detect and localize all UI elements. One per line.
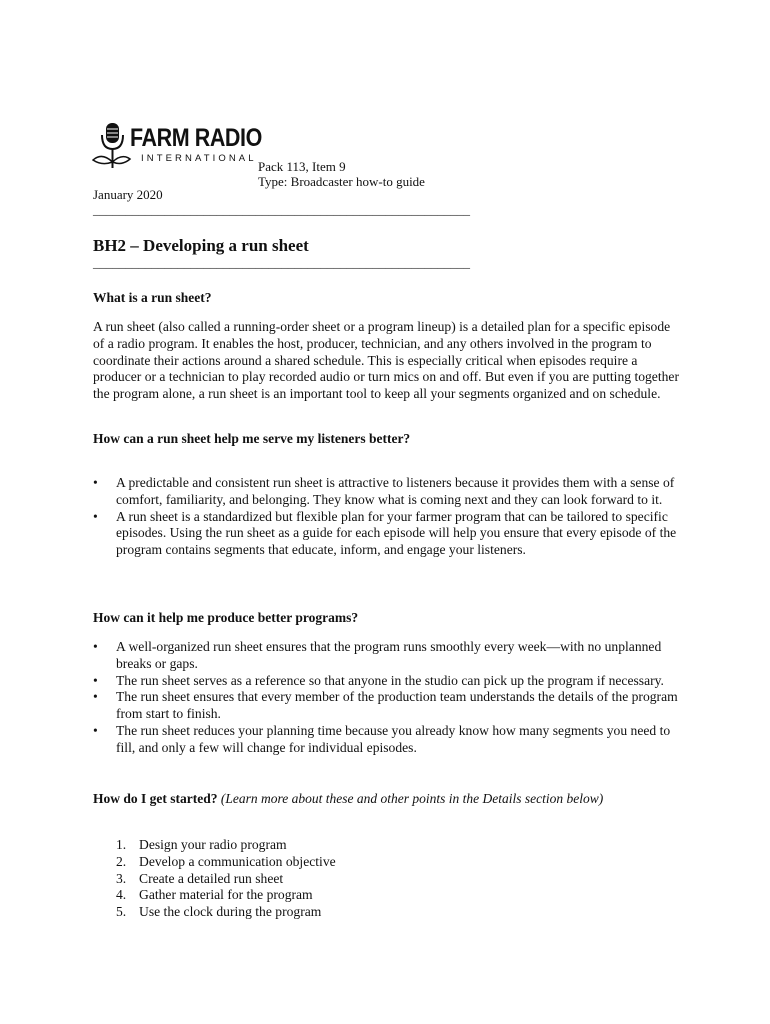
farm-radio-logo (92, 122, 262, 172)
list-item: • The run sheet serves as a reference so that anyone in the studio can pick up the program if necessary. (93, 672, 664, 688)
list-item: • The run sheet reduces your planning time because you already know how many segments you need to fill, and only a few will change for individual episodes. (93, 722, 671, 755)
pack-number: Pack 113, Item 9 (258, 159, 346, 174)
get-started-note: (Learn more about these and other points in the Details section below) (220, 791, 604, 806)
divider-title: __________________________________________________________ (93, 255, 470, 270)
heading-get-started: How do I get started? (Learn more about these and other points in the Details section below) (93, 791, 604, 806)
list-item: 2. Develop a communication objective (116, 853, 336, 869)
list-item: 4. Gather material for the program (116, 887, 313, 903)
document-type: Type: Broadcaster how-to guide (258, 174, 425, 189)
microphone-plant-icon (92, 122, 132, 172)
logo-title: FARM RADIO (130, 124, 262, 152)
logo-subtitle: INTERNATIONAL (141, 153, 257, 164)
heading-produce-programs: How can it help me produce better programs? (93, 610, 359, 625)
document-date: January 2020 (93, 187, 163, 202)
list-item: • A predictable and consistent run sheet is attractive to listeners because it provides them with a sense of comfort, familiarity, and belonging. They know what is coming next and they can look forward to it. (93, 475, 675, 507)
heading-serve-listeners: How can a run sheet help me serve my listeners better? (93, 431, 411, 446)
list-get-started-steps (116, 837, 516, 921)
list-item: • A run sheet is a standardized but flexible plan for your farmer program that can be tailored to specific episodes. Using the run sheet as a guide for each episode will help you ensure that every episode of the program contains segments that educate, inform, and engage your listeners. (93, 508, 677, 558)
list-serve-listeners (93, 475, 688, 559)
list-produce-programs (93, 639, 688, 757)
list-item: 1. Design your radio program (116, 837, 287, 852)
page-title: BH2 – Developing a run sheet (93, 236, 309, 255)
heading-what-is-run-sheet: What is a run sheet? (93, 290, 212, 305)
list-item: 5. Use the clock during the program (116, 904, 322, 920)
paragraph-what-is-run-sheet: A run sheet (also called a running-order sheet or a program lineup) is a detailed plan for a specific episode of a radio program. It enables the host, producer, technician, and any others involved in the program to coordinate their actions around a shared schedule. This is especially critical when episodes require a producer or a technician to play recorded audio or turn mics on and off. But even if you are putting together the program alone, a run sheet is an important tool to keep all your segments organized and on schedule. (93, 319, 679, 402)
list-item: • A well-organized run sheet ensures that the program runs smoothly every week—with no unplanned breaks or gaps. (93, 639, 662, 671)
list-item: 3. Create a detailed run sheet (116, 870, 284, 886)
divider-top: __________________________________________________________ (93, 202, 470, 217)
list-item: • The run sheet ensures that every member of the production team understands the details of the program from start to finish. (93, 689, 678, 722)
